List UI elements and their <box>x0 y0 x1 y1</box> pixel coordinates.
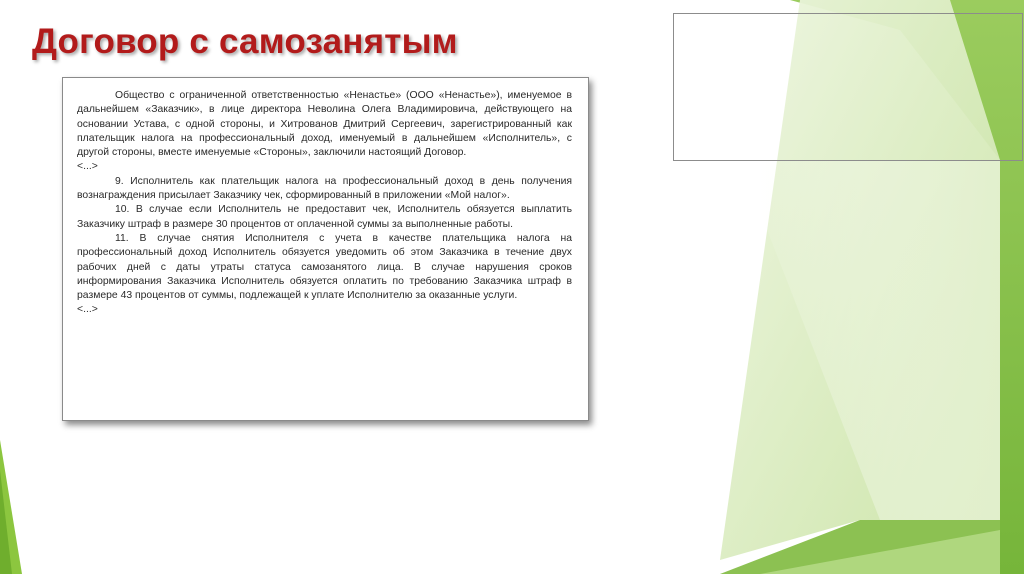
ellipsis: <...> <box>77 304 98 316</box>
clause-9: 9. Исполнитель как плательщик налога на профессиональный доход в день получения вознаграждения присылает Заказчику чек, сформированный в приложении «Мой налог». <box>77 175 572 202</box>
ellipsis: <...> <box>77 161 98 173</box>
contract-intro: Общество с ограниченной ответственностью «Ненастье» (ООО «Ненастье»), именуемое в дальнейшем «Заказчик», в лице директора Неволина Олега Владимировича, действующего на основании Устава, с одной стороны, и Хитрованов Дмитрий Сергеевич, зарегистрированный как плательщик налога на профессиональный доход, именуемый в дальнейшем «Исполнитель», с другой стороны, вместе именуемые «Стороны», заключили настоящий Договор. <box>77 90 572 159</box>
slide-title: Договор с самозанятым <box>32 22 458 61</box>
clause-10: 10. В случае если Исполнитель не предоставит чек, Исполнитель обязуется выплатить Заказчику штраф в размере 30 процентов от оплаченной суммы за выполненные работы. <box>77 204 572 230</box>
contract-excerpt <box>62 77 589 421</box>
placeholder-frame <box>673 13 1023 161</box>
clause-11: 11. В случае снятия Исполнителя с учета в качестве плательщика налога на профессиональный доход Исполнитель обязуется уведомить об этом Заказчика в течение двух рабочих дней с даты утраты статуса самозанятого лица. В случае нарушения сроков информирования Заказчика Исполнитель обязуется оплатить по требованию Заказчика штраф в размере 43 процентов от суммы, подлежащей к уплате Исполнителю за оказанные услуги. <box>77 232 572 302</box>
